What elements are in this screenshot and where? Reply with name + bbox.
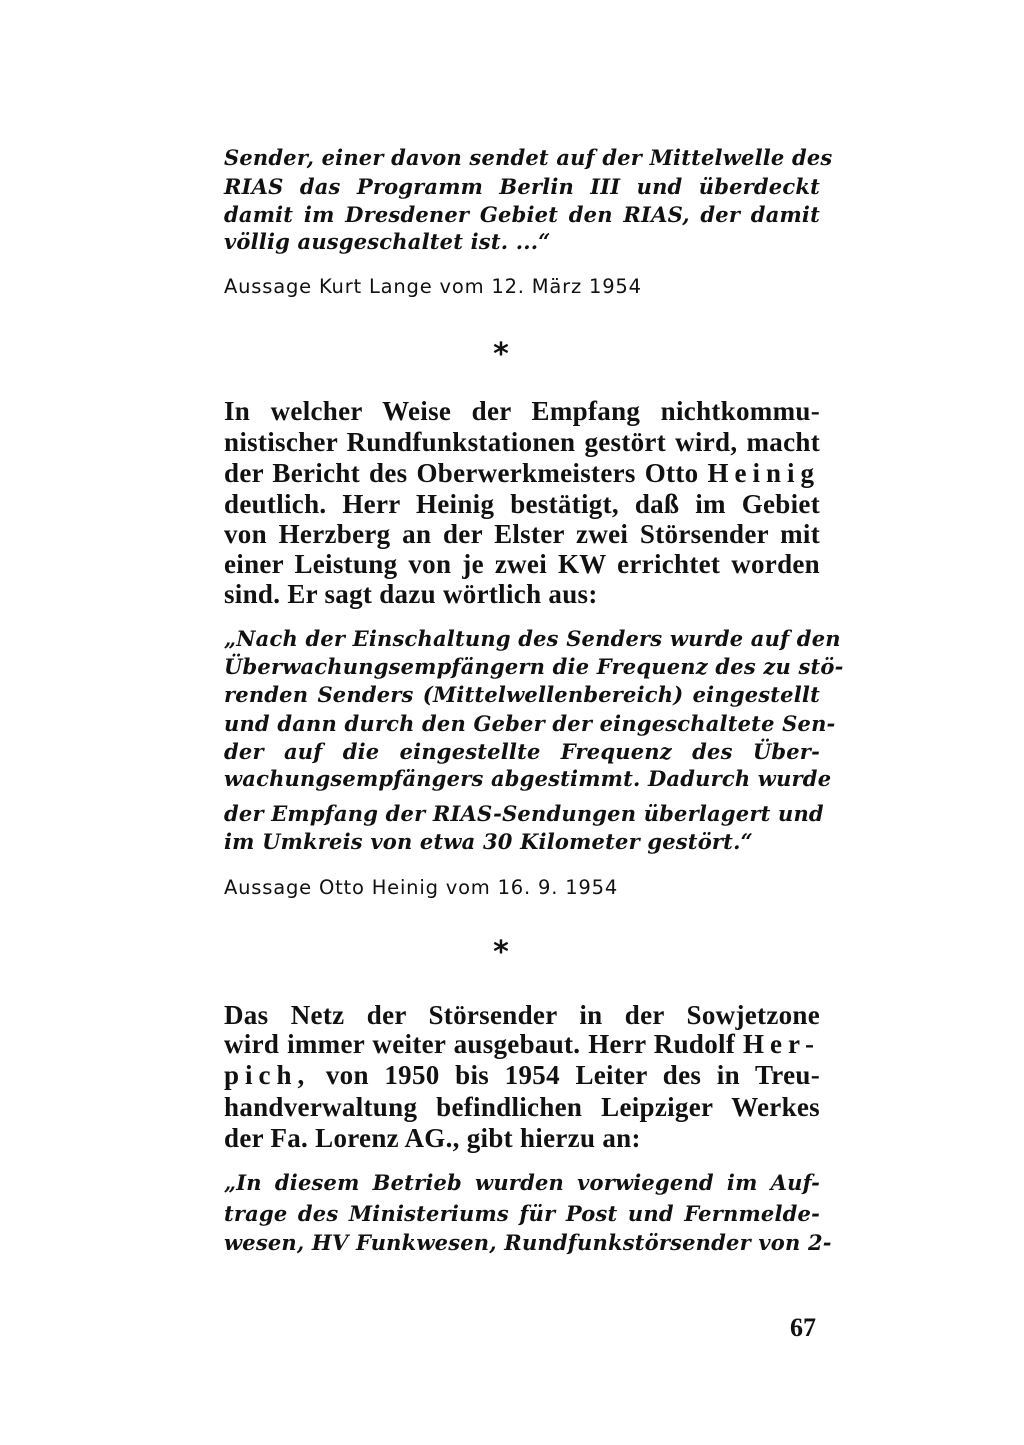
section-separator: *: [493, 935, 509, 970]
quote2-line: der auf die eingestellte Frequenz des Über-: [224, 739, 820, 764]
quote2-line: der Empfang der RIAS-Sendungen überlagert und: [224, 801, 824, 826]
spaced-name: pich,: [224, 1060, 311, 1090]
paragraph-line: In welcher Weise der Empfang nichtkommu-: [224, 396, 820, 426]
quote2-line: renden Senders (Mittelwellenbereich) eingestellt: [224, 682, 820, 707]
quote2-line: Überwachungsempfängern die Frequenz des zu stö-: [224, 654, 844, 679]
paragraph-line: von Herzberg an der Elster zwei Störsender mit: [224, 519, 820, 549]
paragraph-text: von 1950 bis 1954 Leiter des in Treu-: [325, 1060, 820, 1090]
quote2-line: „Nach der Einschaltung des Senders wurde auf den: [224, 626, 841, 651]
spaced-name: Heinig: [707, 458, 820, 488]
spaced-name: Her-: [743, 1029, 820, 1059]
paragraph-line: sind. Er sagt dazu wörtlich aus:: [224, 579, 598, 609]
quote2-line: im Umkreis von etwa 30 Kilometer gestört.“: [224, 829, 753, 854]
attribution-caption: Aussage Otto Heinig vom 16. 9. 1954: [224, 876, 619, 899]
quote1-line: damit im Dresdener Gebiet den RIAS, der damit: [224, 202, 820, 227]
quote3-line: „In diesem Betrieb wurden vorwiegend im Auf-: [224, 1170, 820, 1195]
paragraph-line: deutlich. Herr Heinig bestätigt, daß im Gebiet: [224, 489, 820, 519]
paragraph-line: einer Leistung von je zwei KW errichtet worden: [224, 549, 820, 579]
quote1-line: Sender, einer davon sendet auf der Mittelwelle des: [224, 145, 833, 170]
paragraph-line: handverwaltung befindlichen Leipziger Werkes: [224, 1092, 820, 1122]
page-number: 67: [790, 1313, 816, 1342]
attribution-caption: Aussage Kurt Lange vom 12. März 1954: [224, 275, 642, 298]
paragraph-line: der Fa. Lorenz AG., gibt hierzu an:: [224, 1123, 641, 1153]
quote2-line: wachungsempfängers abgestimmt. Dadurch wurde: [224, 766, 832, 791]
paragraph-line: nistischer Rundfunkstationen gestört wird, macht: [224, 427, 820, 457]
section-separator: *: [493, 337, 509, 372]
quote1-line: RIAS das Programm Berlin III und überdeckt: [224, 174, 820, 199]
quote2-line: und dann durch den Geber der eingeschaltete Sen-: [224, 711, 836, 736]
paragraph-line: [224, 1029, 820, 1059]
paragraph-text: wird immer weiter ausgebaut. Herr Rudolf: [224, 1029, 736, 1059]
quote3-line: trage des Ministeriums für Post und Fernmelde-: [224, 1201, 820, 1226]
paragraph-line: [224, 458, 820, 488]
quote3-line: wesen, HV Funkwesen, Rundfunkstörsender von 2-: [224, 1230, 832, 1255]
quote1-line: völlig ausgeschaltet ist. ...“: [224, 229, 551, 254]
paragraph-line: Das Netz der Störsender in der Sowjetzone: [224, 1000, 820, 1030]
paragraph-text: der Bericht des Oberwerkmeisters Otto: [224, 458, 699, 488]
paragraph-line: [224, 1060, 820, 1090]
